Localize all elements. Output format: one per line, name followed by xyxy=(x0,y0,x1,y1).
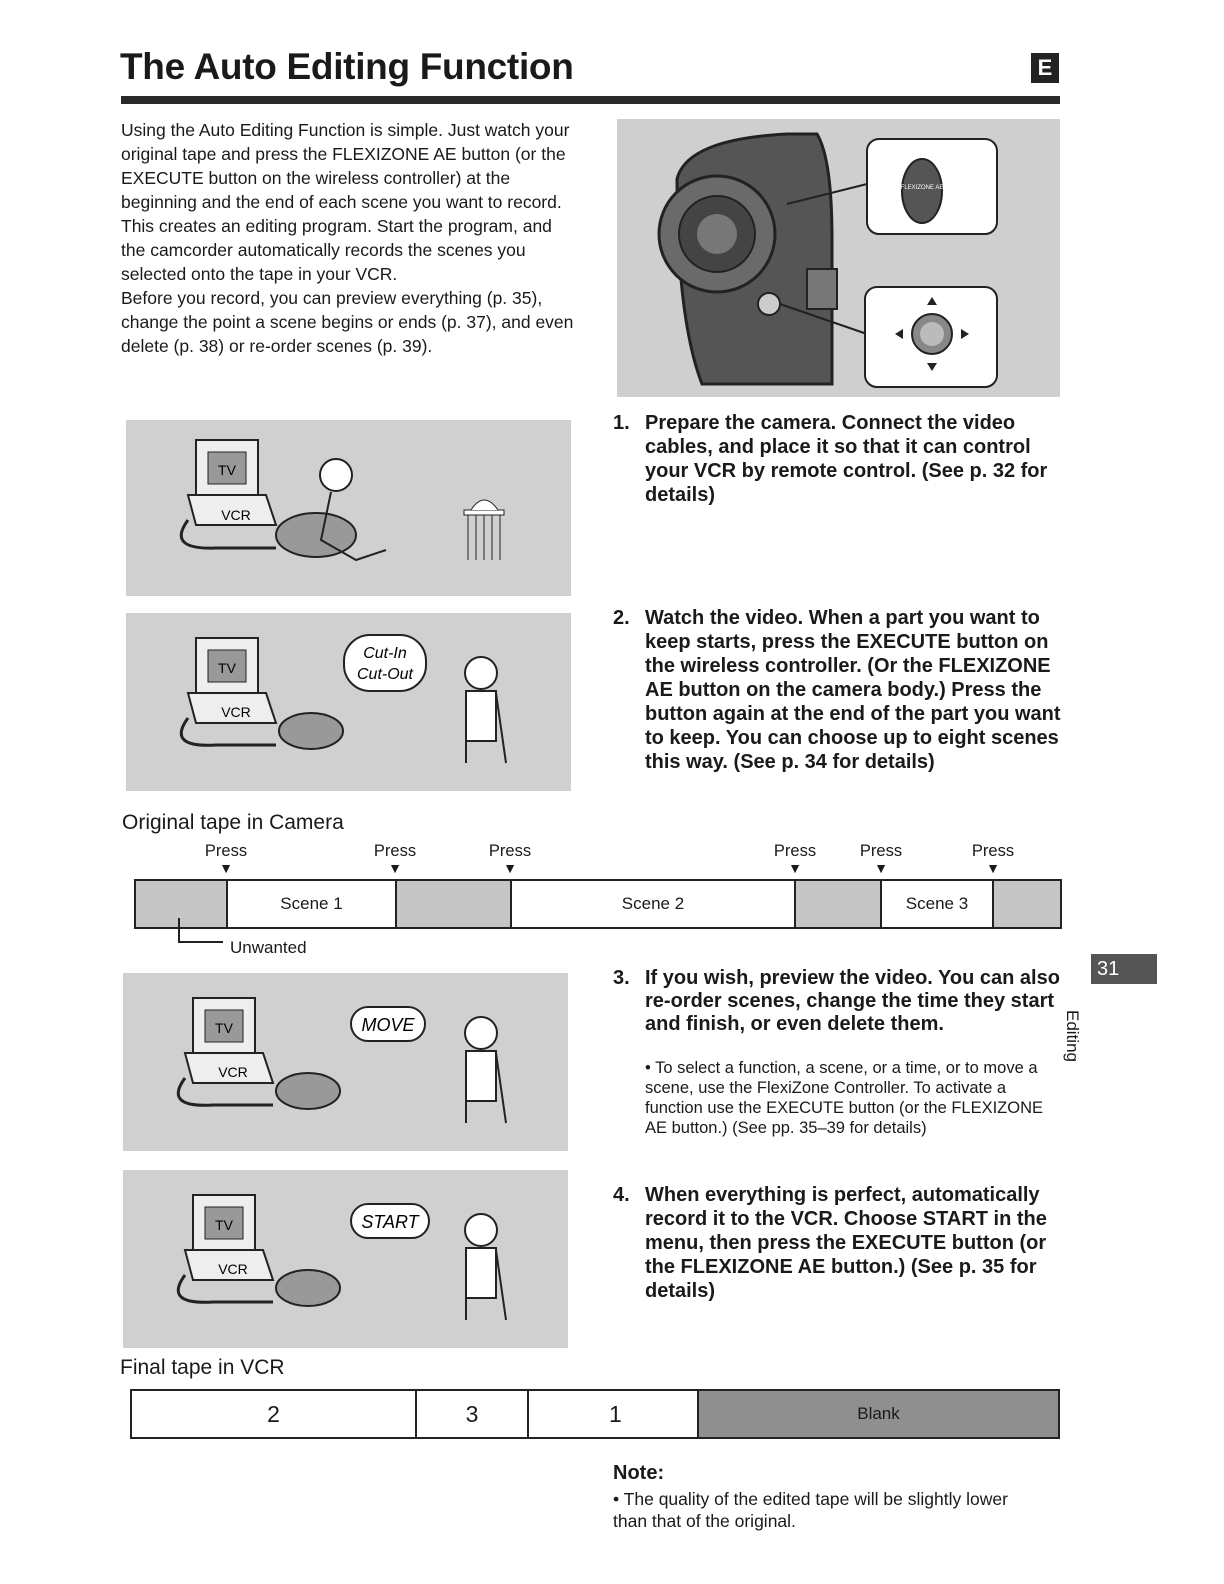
bubble-cut-out: Cut-Out xyxy=(356,666,414,683)
step-number: 1. xyxy=(613,412,630,434)
camera-illustration xyxy=(617,119,1060,397)
original-tape-caption: Original tape in Camera xyxy=(122,811,344,834)
tape-segment-unwanted xyxy=(796,881,882,927)
step-number: 4. xyxy=(613,1184,630,1206)
step-3-bullet: • To select a function, a scene, or a time, or to move a scene, use the FlexiZone Controller. To activate a function use the EXECUTE button (or the FLEXIZONE AE button.) (See pp. 35–39 for details) xyxy=(645,1059,1044,1137)
vcr-label: VCR xyxy=(218,1261,248,1277)
tape-segment-scene-2: Scene 2 xyxy=(512,881,796,927)
language-badge: E xyxy=(1031,53,1059,83)
intro-paragraph-3: Before you record, you can preview everything (p. 35), change the point a scene begins or ends (p. 37), and even delete (p. 38) or re-order scenes (p. 39). xyxy=(121,288,574,356)
press-label: Press xyxy=(859,842,903,860)
vcr-label: VCR xyxy=(218,1064,248,1080)
illustration-start xyxy=(123,1170,568,1348)
illustration-prepare xyxy=(126,420,571,596)
step-text: Prepare the camera. Connect the video cables, and place it so that it can control your VCR by remote control. (See p. 32 for details) xyxy=(645,412,1048,506)
down-arrow-icon: ▼ xyxy=(219,860,233,876)
step-2 xyxy=(613,606,1063,774)
vcr-label: VCR xyxy=(221,507,251,523)
tv-label: TV xyxy=(218,660,236,676)
step-4 xyxy=(613,1183,1063,1303)
tape-segment-unwanted xyxy=(994,881,1060,927)
final-segment-3: 3 xyxy=(417,1391,529,1437)
illustration-preview xyxy=(123,973,568,1151)
press-label: Press xyxy=(204,842,248,860)
final-segment-2: 2 xyxy=(132,1391,417,1437)
press-label: Press xyxy=(373,842,417,860)
down-arrow-icon: ▼ xyxy=(788,860,802,876)
unwanted-pointer-line xyxy=(178,941,223,943)
final-segment-blank: Blank xyxy=(699,1391,1058,1437)
original-tape-bar xyxy=(134,879,1062,929)
intro-paragraph-1: Using the Auto Editing Function is simple. Just watch your original tape and press the FLEXIZONE AE button (or the EXECUTE button on the wireless controller) at the beginning and the end of each scene you want to record. xyxy=(121,120,570,212)
unwanted-pointer-line xyxy=(178,918,180,942)
step-1 xyxy=(613,411,1063,507)
bubble-move: MOVE xyxy=(361,1015,415,1035)
bubble-start: START xyxy=(361,1212,419,1232)
step-text: If you wish, preview the video. You can also re-order scenes, change the time they start and finish, or even delete them. xyxy=(645,967,1060,1035)
tape-segment-scene-3: Scene 3 xyxy=(882,881,994,927)
tv-label: TV xyxy=(218,462,236,478)
title-rule xyxy=(121,96,1060,104)
down-arrow-icon: ▼ xyxy=(986,860,1000,876)
tape-segment-scene-1: Scene 1 xyxy=(228,881,397,927)
note-text: • The quality of the edited tape will be slightly lower than that of the original. xyxy=(613,1489,1008,1531)
page-title: The Auto Editing Function xyxy=(120,46,574,87)
intro-text xyxy=(121,118,576,358)
step-text: Watch the video. When a part you want to keep starts, press the EXECUTE button on the wireless controller. (Or the FLEXIZONE AE button on the camera body.) Press the button again at the end of the part you want to keep. You can choose up to eight scenes this way. (See p. 34 for details) xyxy=(645,607,1061,773)
press-label: Press xyxy=(773,842,817,860)
step-number: 2. xyxy=(613,607,630,629)
down-arrow-icon: ▼ xyxy=(874,860,888,876)
flexizone-button-label: FLEXIZONE AE xyxy=(900,185,944,191)
illustration-watch xyxy=(126,613,571,791)
tape-segment-unwanted xyxy=(136,881,228,927)
step-number: 3. xyxy=(613,967,630,989)
tv-label: TV xyxy=(215,1020,233,1036)
press-label: Press xyxy=(971,842,1015,860)
step-text: When everything is perfect, automatically record it to the VCR. Choose START in the menu, then press the EXECUTE button (or the FLEXIZONE AE button.) (See p. 35 for details) xyxy=(645,1184,1047,1302)
tv-label: TV xyxy=(215,1217,233,1233)
press-label: Press xyxy=(488,842,532,860)
tape-segment-unwanted xyxy=(397,881,512,927)
vcr-label: VCR xyxy=(221,704,251,720)
note-heading: Note: xyxy=(613,1462,665,1484)
final-tape-caption: Final tape in VCR xyxy=(120,1356,285,1379)
section-label: Editing xyxy=(1063,1010,1082,1062)
unwanted-label: Unwanted xyxy=(230,938,307,957)
final-tape-bar xyxy=(130,1389,1060,1439)
down-arrow-icon: ▼ xyxy=(503,860,517,876)
step-3 xyxy=(613,967,1063,1036)
intro-paragraph-2: This creates an editing program. Start the program, and the camcorder automatically records the scenes you selected onto the tape in your VCR. xyxy=(121,216,552,284)
down-arrow-icon: ▼ xyxy=(388,860,402,876)
final-segment-1: 1 xyxy=(529,1391,699,1437)
bubble-cut-in: Cut-In xyxy=(363,645,407,662)
page-number-tab: 31 xyxy=(1091,954,1157,984)
